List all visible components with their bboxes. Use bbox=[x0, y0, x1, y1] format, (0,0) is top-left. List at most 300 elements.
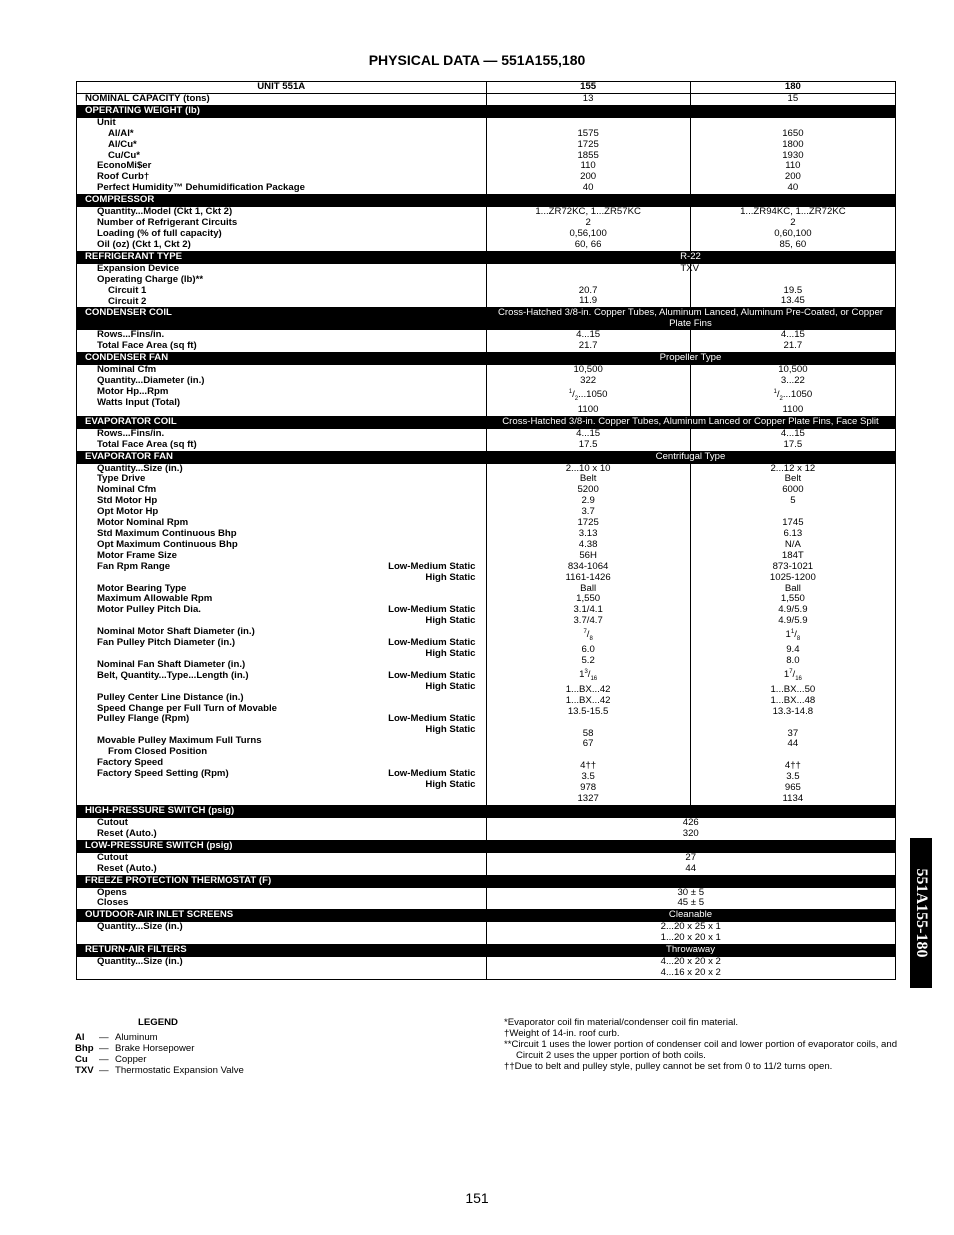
row-label-text: Closes bbox=[97, 897, 129, 909]
row-value-155: 2...10 x 10 bbox=[565, 462, 611, 474]
row-value-155: 3.5 bbox=[581, 771, 595, 783]
row-value-180: 1025-1200 bbox=[769, 571, 816, 583]
span-value-column bbox=[486, 853, 896, 875]
value-column-155 bbox=[486, 429, 690, 451]
row-value-155: 20.7 bbox=[578, 284, 598, 296]
row-value-155: 0,56,100 bbox=[569, 227, 607, 239]
row-value-180: 200 bbox=[784, 171, 801, 183]
row-label-text: Fan Pulley Pitch Diameter (in.) bbox=[97, 637, 236, 649]
row-label-text: Rows...Fins/in. bbox=[97, 427, 165, 439]
row-value-180: 1650 bbox=[782, 127, 804, 139]
row-value-180 bbox=[691, 718, 895, 729]
row-value-180: 110 bbox=[785, 160, 801, 172]
row-label bbox=[77, 275, 486, 286]
section-title: EVAPORATOR FAN bbox=[77, 451, 487, 464]
nominal-capacity-155: 13 bbox=[486, 93, 690, 105]
row-label bbox=[77, 240, 486, 251]
row-value-155: 3.13 bbox=[578, 528, 598, 539]
section-header bbox=[77, 945, 896, 958]
row-label-text: From Closed Position bbox=[108, 746, 208, 758]
row-value-180: 1...ZR94KC, 1...ZR72KC bbox=[740, 206, 846, 218]
row-label-text: Total Face Area (sq ft) bbox=[97, 438, 197, 450]
row-value-155: 1725 bbox=[577, 138, 599, 150]
row-label bbox=[77, 341, 486, 352]
row-value-180: 85, 60 bbox=[779, 238, 807, 250]
row-label-text: Opens bbox=[97, 886, 127, 898]
row-value-155: 1161-1426 bbox=[565, 571, 611, 583]
row-value-155: 1...BX...42 bbox=[565, 683, 611, 695]
row-value-155: Ball bbox=[580, 582, 597, 594]
row-value-155: 60, 66 bbox=[574, 238, 602, 250]
row-label-text: Quantity...Diameter (in.) bbox=[97, 374, 205, 386]
row-value-180: 4...15 bbox=[780, 427, 805, 439]
section-header bbox=[77, 840, 896, 853]
row-label-text: Al/Cu* bbox=[108, 138, 137, 150]
row-label-text: Factory Speed bbox=[97, 757, 164, 769]
row-label bbox=[77, 714, 486, 725]
row-value-155: 322 bbox=[580, 374, 597, 386]
section-title: EVAPORATOR COIL bbox=[77, 416, 487, 429]
row-label bbox=[77, 693, 486, 704]
section-header bbox=[77, 308, 896, 330]
value-column-155 bbox=[486, 118, 690, 195]
row-label-text: Quantity...Size (in.) bbox=[97, 462, 183, 474]
row-label-text: Circuit 1 bbox=[108, 284, 147, 296]
row-value-155: 58 bbox=[582, 727, 594, 739]
row-value-180: 1930 bbox=[782, 149, 804, 161]
label-column bbox=[77, 888, 487, 910]
row-label-text: Motor Nominal Rpm bbox=[97, 517, 189, 529]
row-value-155: 2.9 bbox=[581, 495, 595, 507]
row-value-155: 56H bbox=[579, 549, 597, 561]
row-label-text: Pulley Center Line Distance (in.) bbox=[97, 691, 244, 703]
section-span-value: Cross-Hatched 3/8-in. Copper Tubes, Aluminum Lanced, Aluminum Pre-Coated, or Copper Plate Fins bbox=[486, 308, 896, 330]
row-label bbox=[77, 829, 486, 840]
legend-title: LEGEND bbox=[138, 1017, 178, 1028]
row-label bbox=[77, 864, 486, 875]
row-value-180: 40 bbox=[787, 182, 799, 194]
label-column bbox=[77, 818, 487, 840]
row-value-155: 3.1/4.1 bbox=[573, 604, 603, 616]
row-value-155: 1855 bbox=[577, 149, 599, 161]
section-span-value: Propeller Type bbox=[486, 353, 896, 366]
row-label-text: Roof Curb† bbox=[97, 171, 150, 183]
span-value-column bbox=[486, 818, 896, 840]
row-value-155: 10,500 bbox=[573, 364, 603, 376]
row-label bbox=[77, 440, 486, 451]
legend-desc: Aluminum bbox=[115, 1031, 158, 1043]
row-label bbox=[77, 769, 486, 780]
row-value-155: 5200 bbox=[577, 484, 599, 496]
row-label-text: Std Motor Hp bbox=[97, 495, 158, 507]
row-label bbox=[77, 297, 486, 308]
row-label-text: Motor Frame Size bbox=[97, 549, 177, 561]
legend-key: Cu bbox=[75, 1053, 88, 1065]
row-value-180: 44 bbox=[787, 738, 799, 750]
section-title: CONDENSER COIL bbox=[77, 308, 487, 330]
label-column bbox=[77, 853, 487, 875]
row-value-180: $1^7/_{16}$ bbox=[783, 668, 802, 683]
row-value-155: 1327 bbox=[577, 793, 599, 804]
row-label-text: Loading (% of full capacity) bbox=[97, 227, 222, 239]
label-column bbox=[77, 957, 487, 979]
row-label bbox=[77, 129, 486, 140]
legend-dash: — bbox=[99, 1042, 109, 1054]
row-value: 2...20 x 25 x 1 1...20 x 20 x 1 bbox=[660, 921, 721, 944]
section-title: REFRIGERANT TYPE bbox=[77, 251, 487, 264]
row-value-180: 3...22 bbox=[780, 374, 805, 386]
row-value-180: 0,60,100 bbox=[774, 227, 812, 239]
row-label-text: Reset (Auto.) bbox=[97, 827, 157, 839]
row-label bbox=[77, 853, 486, 864]
row-value-155 bbox=[487, 718, 690, 729]
row-label-text: Circuit 2 bbox=[108, 295, 147, 307]
footnote: †Weight of 14-in. roof curb. bbox=[504, 1027, 620, 1039]
section-body bbox=[77, 464, 896, 806]
row-value-180: 2 bbox=[790, 217, 796, 229]
row-label bbox=[77, 562, 486, 573]
row-value-155: 978 bbox=[580, 782, 597, 794]
nominal-capacity-180: 15 bbox=[690, 93, 895, 105]
section-title: COMPRESSOR bbox=[77, 195, 487, 208]
section-body bbox=[77, 853, 896, 875]
header-col-180: 180 bbox=[690, 82, 895, 94]
row-label-text: Cu/Cu* bbox=[108, 149, 140, 161]
label-column bbox=[77, 264, 487, 308]
row-value-155: 1725 bbox=[577, 517, 599, 529]
section-title: HIGH-PRESSURE SWITCH (psig) bbox=[77, 805, 487, 818]
row-value-180: 1,550 bbox=[780, 593, 805, 605]
row-label-text: Rows...Fins/in. bbox=[97, 329, 165, 341]
row-label-text: Fan Rpm Range bbox=[97, 560, 171, 572]
row-label-text: Opt Maximum Continuous Bhp bbox=[97, 538, 238, 550]
row-value-180: 17.5 bbox=[783, 438, 803, 450]
row-label-text: Motor Bearing Type bbox=[97, 582, 187, 594]
row-condition: High Static bbox=[425, 778, 476, 790]
row-value-180: 4.9/5.9 bbox=[778, 615, 808, 627]
row-value-180 bbox=[691, 275, 895, 286]
row-value-180: 8.0 bbox=[786, 655, 800, 667]
value-column-180 bbox=[690, 207, 895, 251]
section-span-value: Centrifugal Type bbox=[486, 451, 896, 464]
row-value-155: 1...ZR72KC, 1...ZR57KC bbox=[535, 206, 641, 218]
row-label-text: Expansion Device bbox=[97, 262, 180, 274]
header-unit: UNIT 551A bbox=[77, 82, 487, 94]
row-label-text: Watts Input (Total) bbox=[97, 396, 181, 408]
row-value-155: 1100 bbox=[577, 403, 599, 415]
row-label-text: Movable Pulley Maximum Full Turns bbox=[97, 735, 262, 747]
row-value: TXV bbox=[680, 262, 700, 274]
section-header bbox=[77, 451, 896, 464]
row-value-180: 873-1021 bbox=[772, 560, 814, 572]
section-header bbox=[77, 875, 896, 888]
row-value-155: 1,550 bbox=[576, 593, 601, 605]
section-header bbox=[77, 251, 896, 264]
row-value-155: 200 bbox=[580, 171, 597, 183]
nominal-capacity-row bbox=[77, 93, 896, 105]
row-value-180: 13.3-14.8 bbox=[772, 705, 814, 717]
span-value-column bbox=[486, 888, 896, 910]
row-condition: High Static bbox=[425, 724, 476, 736]
label-column bbox=[77, 330, 487, 352]
footnote: ††Due to belt and pulley style, pulley cannot be set from 0 to 11/2 turns open. bbox=[504, 1060, 833, 1072]
label-column bbox=[77, 464, 487, 806]
row-condition: High Static bbox=[425, 571, 476, 583]
row-label bbox=[77, 183, 486, 194]
section-body bbox=[77, 330, 896, 352]
row-label-text: Nominal Cfm bbox=[97, 364, 157, 376]
table-body bbox=[77, 82, 896, 980]
row-value: 426 bbox=[682, 816, 699, 828]
row-value-180: 1...BX...48 bbox=[770, 694, 816, 706]
row-value-180: 4.9/5.9 bbox=[778, 604, 808, 616]
row-label bbox=[77, 286, 486, 297]
value-column-180 bbox=[690, 118, 895, 195]
legend-item bbox=[75, 1055, 244, 1066]
row-value-155: 4...15 bbox=[576, 427, 601, 439]
legend bbox=[75, 1018, 244, 1077]
row-value-180: 1745 bbox=[782, 517, 804, 529]
footnotes bbox=[504, 1018, 904, 1073]
side-tab-label: 551A155-180 bbox=[913, 868, 930, 958]
nominal-capacity-label: NOMINAL CAPACITY (tons) bbox=[85, 92, 210, 104]
row-condition: Low-Medium Static bbox=[388, 713, 476, 725]
row-label bbox=[77, 957, 486, 979]
row-value: 27 bbox=[685, 851, 697, 863]
row-label-text: Reset (Auto.) bbox=[97, 862, 157, 874]
row-label bbox=[77, 605, 486, 616]
row-label-text: Nominal Motor Shaft Diameter (in.) bbox=[97, 626, 255, 638]
row-label bbox=[77, 922, 486, 944]
page-number: 151 bbox=[465, 1190, 489, 1206]
legend-desc: Thermostatic Expansion Valve bbox=[115, 1064, 244, 1076]
label-column bbox=[77, 118, 487, 195]
row-value-180: 21.7 bbox=[783, 340, 803, 352]
row-label bbox=[77, 140, 486, 151]
section-header bbox=[77, 805, 896, 818]
value-column-180 bbox=[690, 429, 895, 451]
row-value-155: 4...15 bbox=[576, 329, 601, 341]
value-column-180 bbox=[690, 365, 895, 416]
row-value-180: Belt bbox=[784, 473, 802, 485]
row-label-text: Nominal Fan Shaft Diameter (in.) bbox=[97, 658, 246, 670]
section-title: CONDENSER FAN bbox=[77, 353, 487, 366]
legend-key: Al bbox=[75, 1031, 85, 1043]
row-label-text: Total Face Area (sq ft) bbox=[97, 340, 197, 352]
section-body bbox=[77, 207, 896, 251]
row-value-155: Belt bbox=[579, 473, 597, 485]
row-value-155: 21.7 bbox=[578, 340, 598, 352]
section-body bbox=[77, 118, 896, 195]
row-label-text: Operating Charge (lb)** bbox=[97, 273, 204, 285]
table-header-row bbox=[77, 82, 896, 94]
section-body bbox=[77, 365, 896, 416]
row-value-155 bbox=[487, 275, 690, 286]
row-condition: High Static bbox=[425, 615, 476, 627]
label-column bbox=[77, 922, 487, 944]
label-column bbox=[77, 207, 487, 251]
section-body bbox=[77, 818, 896, 840]
row-value-155: 40 bbox=[582, 182, 594, 194]
row-value: 44 bbox=[685, 862, 697, 874]
row-value-155: 67 bbox=[582, 738, 594, 750]
section-span-value: Cross-Hatched 3/8-in. Copper Tubes, Aluminum Lanced or Copper Plate Fins, Face Split bbox=[486, 416, 896, 429]
row-label-text: Maximum Allowable Rpm bbox=[97, 593, 213, 605]
section-title: OUTDOOR-AIR INLET SCREENS bbox=[77, 910, 487, 923]
row-value-180: 10,500 bbox=[778, 364, 808, 376]
row-label-text: Cutout bbox=[97, 816, 128, 828]
section-title: RETURN-AIR FILTERS bbox=[77, 945, 487, 958]
section-title: LOW-PRESSURE SWITCH (psig) bbox=[77, 840, 487, 853]
label-column bbox=[77, 365, 487, 416]
legend-dash: — bbox=[99, 1031, 109, 1043]
span-value-column bbox=[486, 957, 896, 979]
row-label-text: Pulley Flange (Rpm) bbox=[97, 713, 190, 725]
row-label bbox=[77, 888, 486, 899]
row-value-155: 17.5 bbox=[578, 438, 598, 450]
footnote: **Circuit 1 uses the lower portion of condenser coil and lower portion of evaporator coils, and Circuit 2 uses the upper portion of both coils. bbox=[504, 1038, 898, 1061]
row-value-180: Ball bbox=[784, 582, 801, 594]
row-condition: Low-Medium Static bbox=[388, 767, 476, 779]
row-value-155: 13.5-15.5 bbox=[567, 705, 609, 717]
legend-dash: — bbox=[99, 1053, 109, 1065]
row-label-text: Perfect Humidity™ Dehumidification Package bbox=[97, 182, 305, 194]
section-header bbox=[77, 353, 896, 366]
row-value-180: 184T bbox=[781, 549, 804, 561]
row-label-text: Factory Speed Setting (Rpm) bbox=[97, 767, 229, 779]
row-value-155: 834-1064 bbox=[567, 560, 609, 572]
row-value-180: $^1/_2...1050$ bbox=[773, 388, 813, 402]
row-value-180: 6000 bbox=[782, 484, 804, 496]
row-value-180: 2...12 x 12 bbox=[770, 462, 816, 474]
row-label-text: Unit bbox=[97, 116, 116, 128]
section-header bbox=[77, 416, 896, 429]
row-label-text: Quantity...Model (Ckt 1, Ckt 2) bbox=[97, 206, 233, 218]
row-value-180: 1...BX...50 bbox=[770, 683, 816, 695]
row-value-155: 5.2 bbox=[581, 655, 595, 667]
legend-key: TXV bbox=[75, 1064, 94, 1076]
row-value: 45 ± 5 bbox=[677, 897, 705, 909]
row-label-text: Type Drive bbox=[97, 473, 146, 485]
section-header bbox=[77, 910, 896, 923]
section-span-value: Cleanable bbox=[486, 910, 896, 923]
row-value-180: 37 bbox=[787, 727, 799, 739]
header-col-155: 155 bbox=[486, 82, 690, 94]
row-value-180: 965 bbox=[784, 782, 801, 794]
row-value-155: 1...BX...42 bbox=[565, 694, 611, 706]
row-value-155: $^1/_2...1050$ bbox=[568, 388, 608, 402]
section-body bbox=[77, 922, 896, 944]
row-label bbox=[77, 671, 486, 682]
legend-desc: Copper bbox=[115, 1053, 147, 1065]
row-label-text: Cutout bbox=[97, 851, 128, 863]
page-title: PHYSICAL DATA — 551A155,180 bbox=[368, 52, 586, 68]
row-label-text: Std Maximum Continuous Bhp bbox=[97, 528, 237, 539]
row-label-text: Al/Al* bbox=[108, 127, 134, 139]
value-column-155 bbox=[486, 464, 690, 806]
row-value-180: 13.45 bbox=[780, 295, 805, 307]
section-title: FREEZE PROTECTION THERMOSTAT (F) bbox=[77, 875, 487, 888]
row-condition: Low-Medium Static bbox=[388, 637, 476, 649]
legend-key: Bhp bbox=[75, 1042, 94, 1054]
row-label bbox=[77, 780, 486, 791]
row-value-155: 4.38 bbox=[578, 538, 598, 550]
value-column-155 bbox=[486, 330, 690, 352]
physical-data-table bbox=[76, 81, 896, 980]
section-span-value: Throwaway bbox=[486, 945, 896, 958]
row-value-180: N/A bbox=[784, 538, 801, 550]
row-condition: Low-Medium Static bbox=[388, 604, 476, 616]
section-body bbox=[77, 957, 896, 979]
side-tab bbox=[910, 838, 932, 988]
row-value-155: 2 bbox=[585, 217, 591, 229]
row-value-180: 5 bbox=[790, 495, 796, 507]
row-label-text: Nominal Cfm bbox=[97, 484, 157, 496]
row-label-text: Quantity...Size (in.) bbox=[97, 956, 183, 968]
row-value-155: 110 bbox=[580, 160, 596, 172]
value-column-155 bbox=[486, 207, 690, 251]
row-value-180: 4...15 bbox=[780, 329, 805, 341]
value-column-155 bbox=[486, 262, 700, 308]
row-value-180: 9.4 bbox=[786, 644, 800, 656]
row-label bbox=[77, 398, 486, 409]
row-label-text: Motor Pulley Pitch Dia. bbox=[97, 604, 201, 616]
section-header bbox=[77, 105, 896, 118]
row-value-155: 4†† bbox=[580, 760, 597, 772]
row-value-155: 6.0 bbox=[581, 644, 595, 656]
row-label-text: Oil (oz) (Ckt 1, Ckt 2) bbox=[97, 238, 191, 250]
row-value-155: 1575 bbox=[577, 127, 599, 139]
legend-desc: Brake Horsepower bbox=[115, 1042, 195, 1054]
row-value: 320 bbox=[682, 827, 699, 839]
section-title: OPERATING WEIGHT (lb) bbox=[77, 105, 487, 118]
value-column-155 bbox=[486, 365, 690, 416]
row-value-180: 6.13 bbox=[783, 527, 803, 539]
row-label-text: Opt Motor Hp bbox=[97, 506, 159, 518]
row-value-180: 3.5 bbox=[786, 771, 800, 783]
row-condition: Low-Medium Static bbox=[388, 669, 476, 681]
value-column-180 bbox=[690, 330, 895, 352]
row-condition: Low-Medium Static bbox=[388, 560, 476, 572]
row-value-180: $1^1/_8$ bbox=[785, 629, 801, 643]
row-value-180: 1134 bbox=[782, 792, 804, 804]
row-value-180: 1100 bbox=[782, 403, 804, 415]
row-label-text: Number of Refrigerant Circuits bbox=[97, 217, 238, 229]
row-label-text: Belt, Quantity...Type...Length (in.) bbox=[97, 669, 249, 681]
section-body bbox=[77, 888, 896, 910]
row-value-155: 3.7 bbox=[581, 506, 595, 518]
section-body bbox=[77, 429, 896, 451]
section-span-value: R-22 bbox=[486, 251, 896, 264]
value-column-180 bbox=[690, 464, 895, 806]
row-label bbox=[77, 898, 486, 909]
row-label-text: Quantity...Size (in.) bbox=[97, 921, 183, 933]
label-column bbox=[77, 429, 487, 451]
row-value-180: 19.5 bbox=[783, 284, 803, 296]
legend-items bbox=[75, 1033, 244, 1077]
row-value: 30 ± 5 bbox=[677, 886, 705, 898]
row-value-180: 1800 bbox=[782, 138, 804, 150]
row-condition: High Static bbox=[425, 680, 476, 692]
row-value-180: 4†† bbox=[784, 760, 801, 772]
row-label bbox=[77, 573, 486, 584]
row-label-text: EconoMi$er bbox=[97, 160, 152, 172]
row-value-155: 11.9 bbox=[579, 295, 598, 307]
legend-item bbox=[75, 1066, 244, 1077]
row-condition: High Static bbox=[425, 647, 476, 659]
row-value: 4...20 x 20 x 2 4...16 x 20 x 2 bbox=[660, 956, 721, 979]
section-body bbox=[77, 264, 896, 308]
